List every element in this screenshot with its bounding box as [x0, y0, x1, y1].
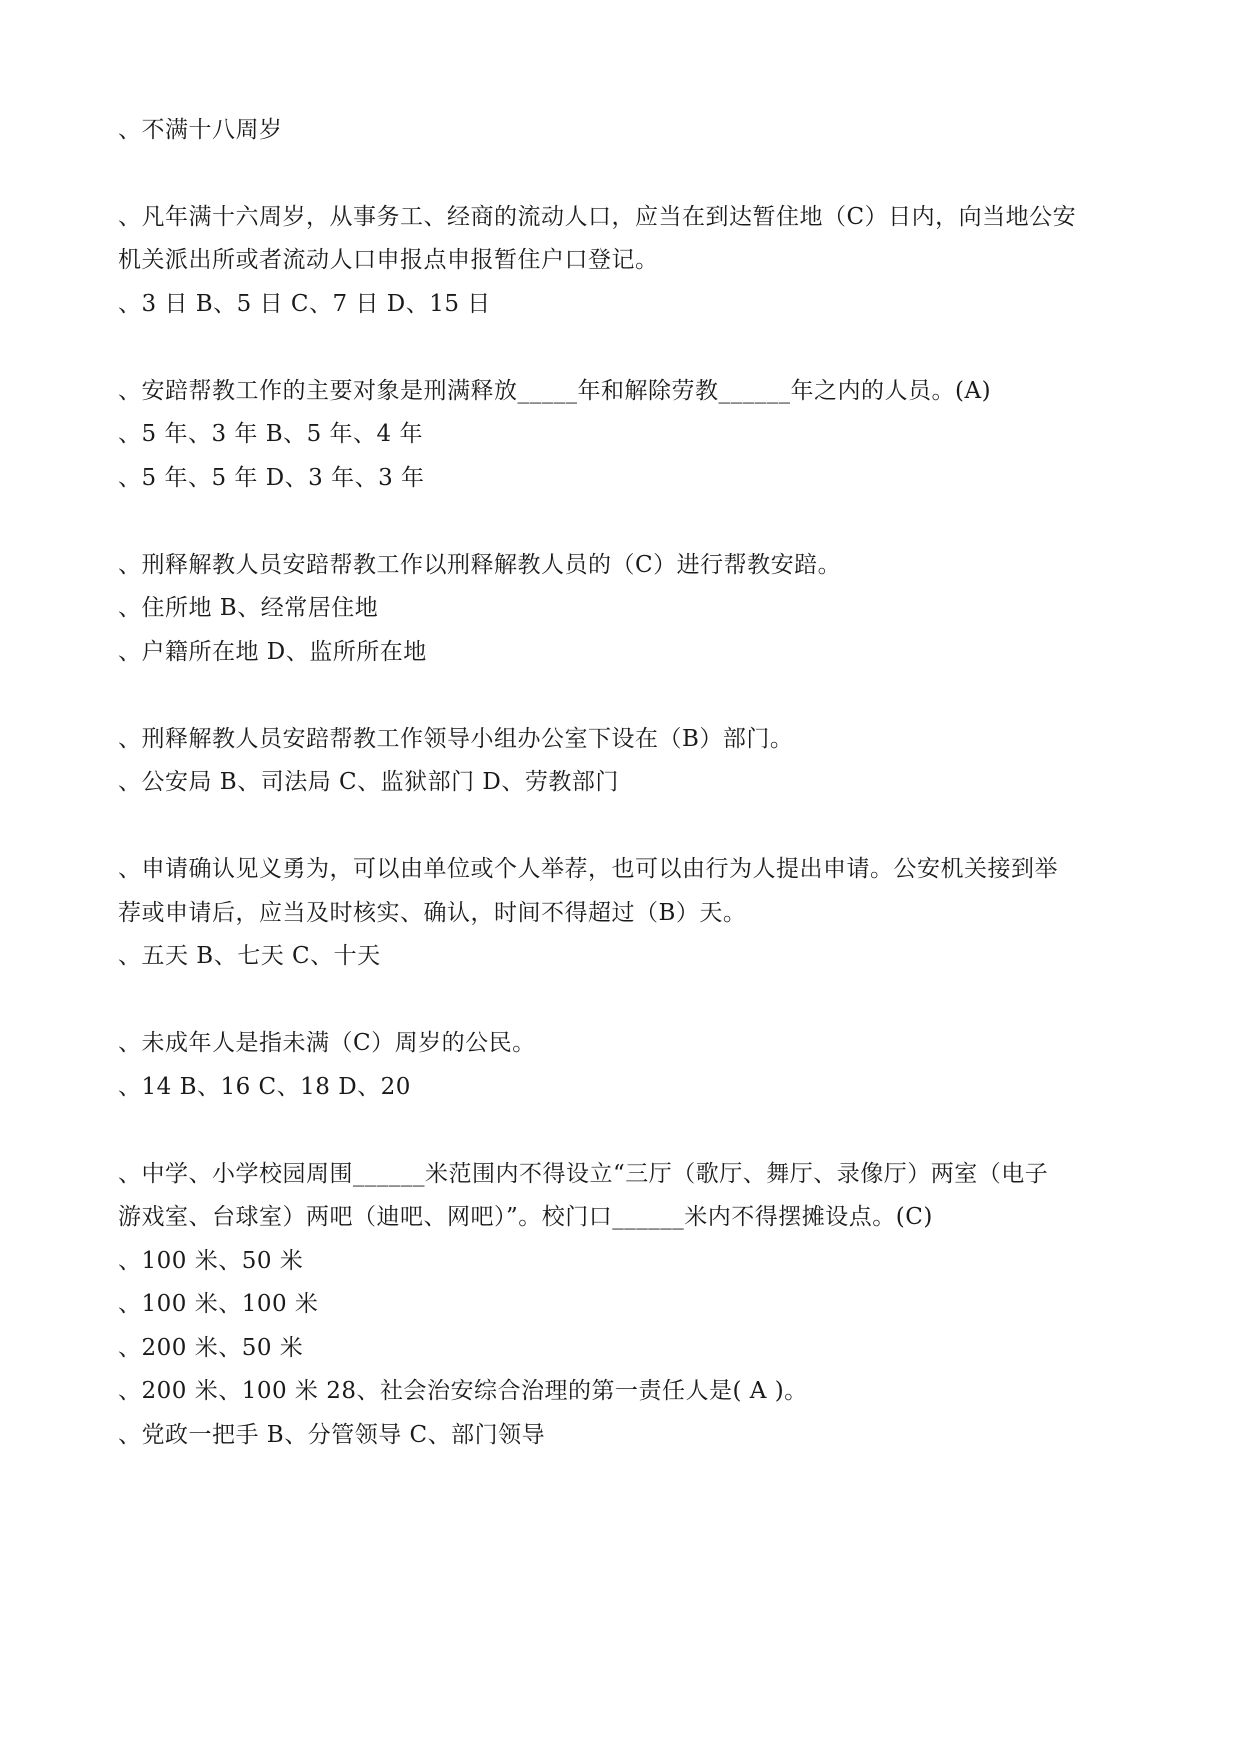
question-text: 、刑释解教人员安踣帮教工作领导小组办公室下设在（B）部门。	[118, 726, 794, 752]
answer-options: 、14 B、16 C、18 D、20	[118, 1074, 411, 1100]
answer-options: 、党政一把手 B、分管领导 C、部门领导	[118, 1422, 546, 1448]
question-text: 、安踣帮教工作的主要对象是刑满释放_____年和解除劳教______年之内的人员。(A)	[118, 378, 992, 404]
answer-options: 、3 日 B、5 日 C、7 日 D、15 日	[118, 291, 491, 317]
question-text: 荐或申请后，应当及时核实、确认，时间不得超过（B）天。	[118, 900, 747, 926]
answer-options: 、100 米、50 米	[118, 1248, 304, 1274]
question-text: 、刑释解教人员安踣帮教工作以刑释解教人员的（C）进行帮教安踣。	[118, 552, 842, 578]
answer-options: 、五天 B、七天 C、十天	[118, 943, 381, 969]
question-text: 机关派出所或者流动人口申报点申报暂住户口登记。	[118, 247, 659, 273]
question-text: 、申请确认见义勇为，可以由单位或个人举荐，也可以由行为人提出申请。公安机关接到举	[118, 856, 1058, 882]
answer-options: 、5 年、3 年 B、5 年、4 年	[118, 421, 423, 447]
answer-options: 、100 米、100 米	[118, 1291, 319, 1317]
question-text: 、中学、小学校园周围______米范围内不得设立“三厅（歌厅、舞厅、录像厅）两室（电子	[118, 1161, 1049, 1187]
answer-options: 、5 年、5 年 D、3 年、3 年	[118, 465, 425, 491]
question-text: 、未成年人是指未满（C）周岁的公民。	[118, 1030, 536, 1056]
answer-options: 、公安局 B、司法局 C、监狱部门 D、劳教部门	[118, 769, 619, 795]
text-line: 、不满十八周岁	[118, 117, 283, 143]
question-text: 、凡年满十六周岁，从事务工、经商的流动人口，应当在到达暂住地（C）日内，向当地公安	[118, 204, 1077, 230]
answer-options: 、住所地 B、经常居住地	[118, 595, 379, 621]
answer-options: 、200 米、100 米 28、社会治安综合治理的第一责任人是( A )。	[118, 1378, 808, 1404]
question-text: 游戏室、台球室）两吧（迪吧、网吧）”。校门口______米内不得摆摊设点。(C)	[118, 1204, 933, 1230]
answer-options: 、户籍所在地 D、监所所在地	[118, 639, 427, 665]
answer-options: 、200 米、50 米	[118, 1335, 304, 1361]
